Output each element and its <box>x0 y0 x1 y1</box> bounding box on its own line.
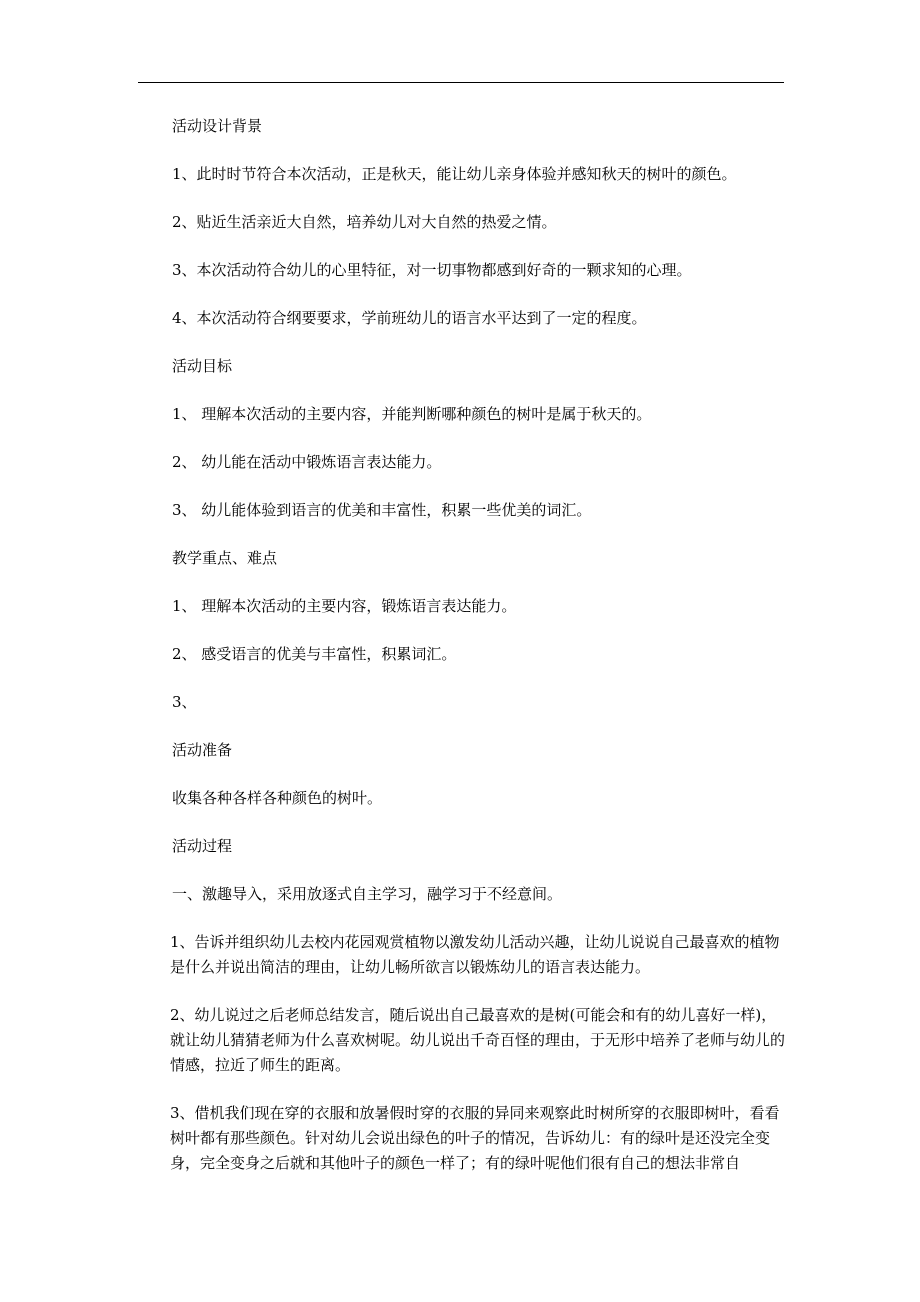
key-point-item-1: 1、 理解本次活动的主要内容，锻炼语言表达能力。 <box>172 597 517 615</box>
heading-preparation: 活动准备 <box>172 741 233 759</box>
background-item-4: 4、本次活动符合纲要要求，学前班幼儿的语言水平达到了一定的程度。 <box>172 309 647 327</box>
goal-item-2: 2、 幼儿能在活动中锻炼语言表达能力。 <box>172 453 442 471</box>
process-step-1: 一、激趣导入，采用放逐式自主学习，融学习于不经意间。 <box>172 885 563 903</box>
background-item-3: 3、本次活动符合幼儿的心里特征，对一切事物都感到好奇的一颗求知的心理。 <box>172 261 692 279</box>
heading-background: 活动设计背景 <box>172 117 263 135</box>
heading-key-points: 教学重点、难点 <box>172 549 278 567</box>
background-item-2: 2、贴近生活亲近大自然，培养幼儿对大自然的热爱之情。 <box>172 213 557 231</box>
key-point-item-2: 2、 感受语言的优美与丰富性，积累词汇。 <box>172 645 457 663</box>
heading-goals: 活动目标 <box>172 357 233 375</box>
document-body <box>172 114 790 1176</box>
process-item-3: 3、借机我们现在穿的衣服和放暑假时穿的衣服的异同来观察此时树所穿的衣服即树叶，看看树叶都有那些颜色。针对幼儿会说出绿色的叶子的情况，告诉幼儿：有的绿叶是还没完全变身，完全变身之后就和其他叶子的颜色一样了；有的绿叶呢他们很有自己的想法非常自 <box>170 1104 780 1172</box>
process-item-2: 2、幼儿说过之后老师总结发言，随后说出自己最喜欢的是树(可能会和有的幼儿喜好一样)，就让幼儿猜猜老师为什么喜欢树呢。幼儿说出千奇百怪的理由，于无形中培养了老师与幼儿的情感，拉近了师生的距离。 <box>170 1006 786 1074</box>
header-rule <box>138 82 784 83</box>
heading-process: 活动过程 <box>172 837 233 855</box>
goal-item-3: 3、 幼儿能体验到语言的优美和丰富性，积累一些优美的词汇。 <box>172 501 592 519</box>
goal-item-1: 1、 理解本次活动的主要内容，并能判断哪种颜色的树叶是属于秋天的。 <box>172 405 652 423</box>
process-item-1: 1、告诉并组织幼儿去校内花园观赏植物以激发幼儿活动兴趣，让幼儿说说自己最喜欢的植物是什么并说出简洁的理由，让幼儿畅所欲言以锻炼幼儿的语言表达能力。 <box>170 933 780 976</box>
background-item-1: 1、此时时节符合本次活动，正是秋天，能让幼儿亲身体验并感知秋天的树叶的颜色。 <box>172 165 737 183</box>
key-point-item-3: 3、 <box>172 693 197 711</box>
preparation-text: 收集各种各样各种颜色的树叶。 <box>172 789 383 807</box>
